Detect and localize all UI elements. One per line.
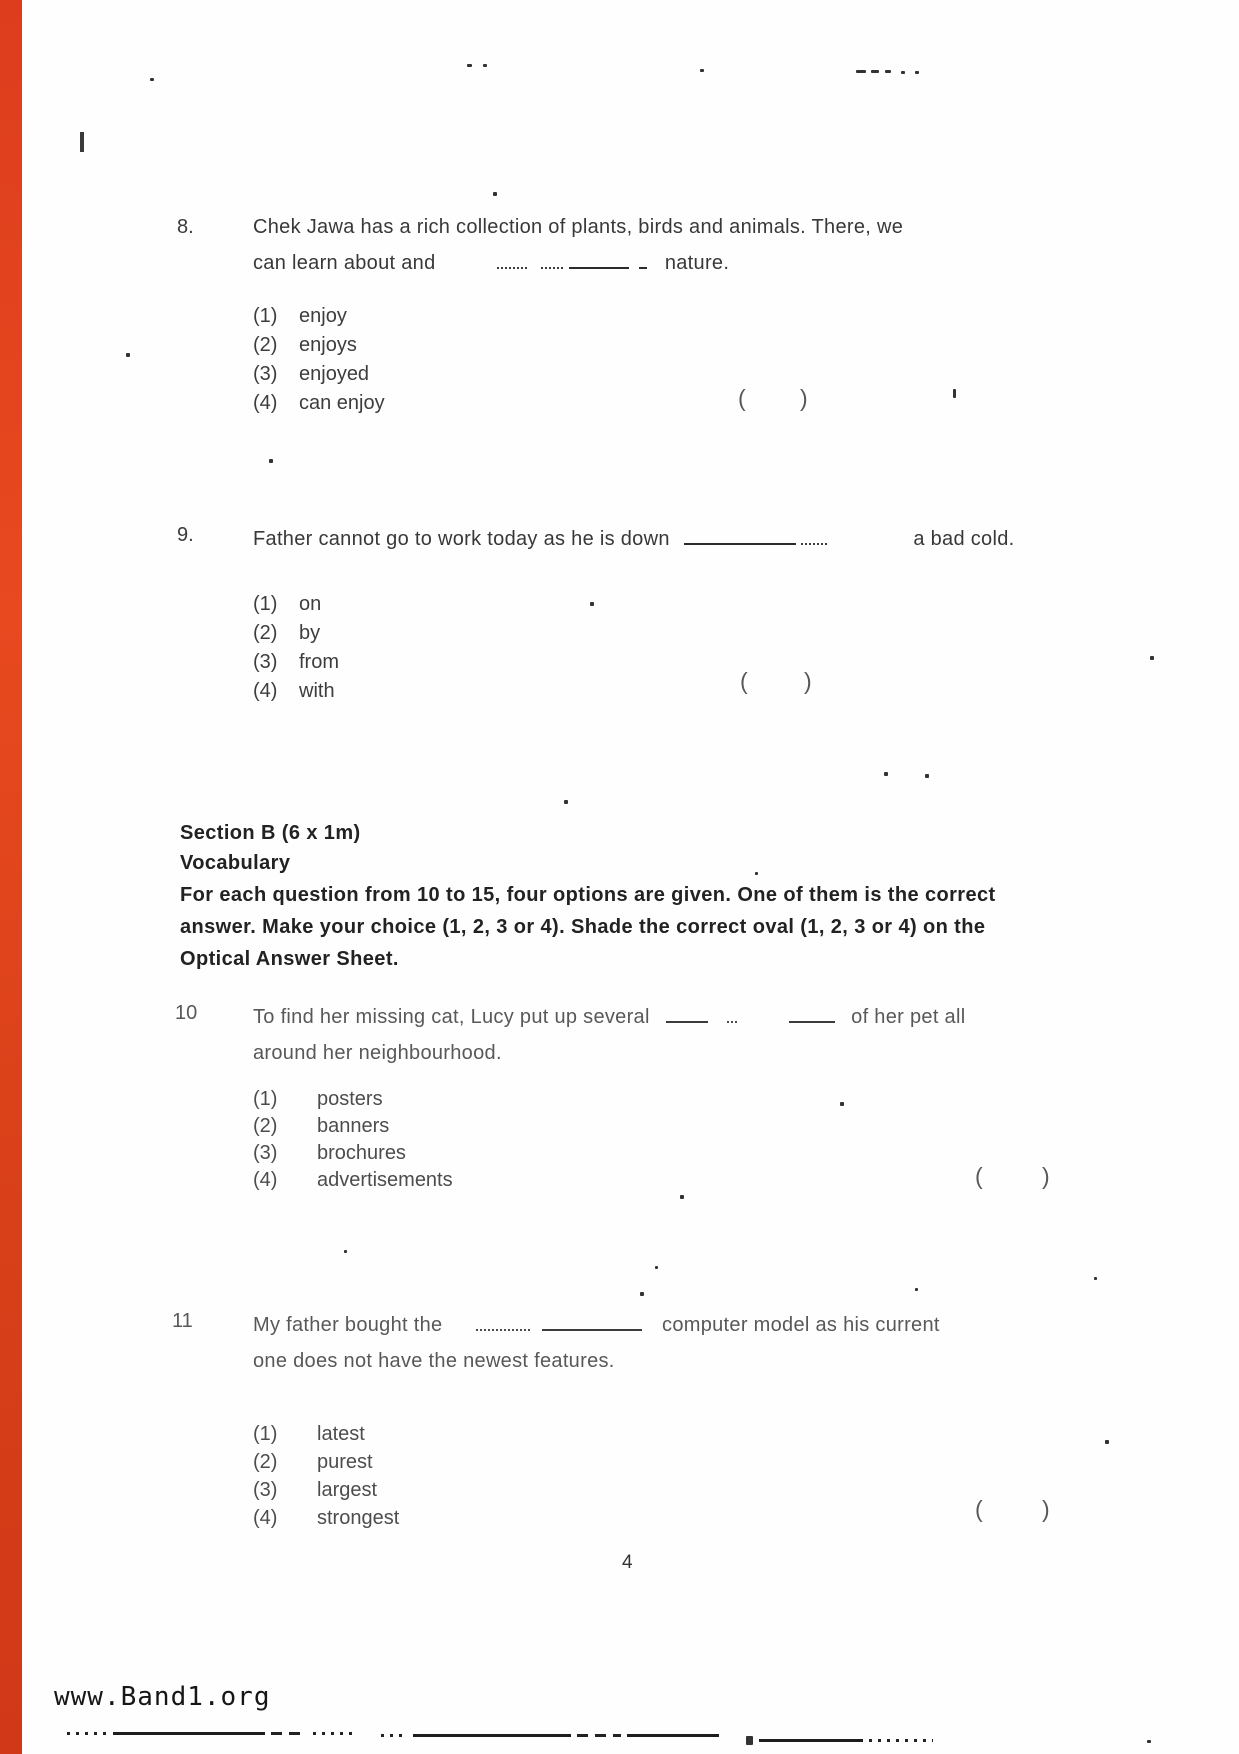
option-row [253, 1167, 453, 1194]
scan-line [67, 1732, 355, 1735]
scan-speck [885, 70, 891, 73]
scan-speck [590, 602, 594, 606]
scan-speck [856, 70, 866, 73]
scan-line [746, 1736, 933, 1745]
scan-speck [680, 1195, 684, 1199]
option-label: (2) [253, 622, 278, 644]
question-11-number: 11 [172, 1310, 193, 1332]
question-9-line-pre: Father cannot go to work today as he is down [253, 528, 670, 550]
option-row [253, 1420, 399, 1448]
option-text: enjoyed [299, 363, 370, 385]
scan-speck [901, 71, 905, 74]
question-9-line [253, 524, 1015, 551]
answer-blank [541, 248, 563, 269]
option-text: banners [317, 1115, 390, 1137]
option-text: on [299, 593, 322, 615]
scan-speck [564, 800, 568, 804]
answer-blank [476, 1310, 530, 1331]
scan-speck [150, 78, 154, 81]
option-row [253, 619, 339, 648]
question-11-options [253, 1420, 399, 1532]
option-text: enjoys [299, 334, 357, 356]
option-text: latest [317, 1423, 365, 1445]
question-11-line2: one does not have the newest features. [253, 1350, 615, 1372]
option-label: (2) [253, 1115, 278, 1137]
scan-speck [915, 71, 919, 74]
answer-blank [684, 524, 796, 545]
option-row [253, 360, 385, 389]
option-label: (3) [253, 363, 278, 385]
option-row [253, 302, 385, 331]
scan-speck [655, 1266, 658, 1269]
scan-speck [1105, 1440, 1109, 1444]
section-b-title: Section B (6 x 1m) [180, 822, 361, 844]
section-b-instructions-line2: answer. Make your choice (1, 2, 3 or 4). Shade the correct oval (1, 2, 3 or 4) on the [180, 916, 986, 938]
option-label: (1) [253, 305, 278, 327]
option-row [253, 389, 385, 418]
question-8-line2-post: nature. [664, 252, 730, 274]
answer-bracket-open: ( [975, 1163, 983, 1189]
answer-blank [666, 1002, 708, 1023]
option-label: (2) [253, 334, 278, 356]
scan-speck [953, 389, 956, 398]
section-b-subtitle: Vocabulary [180, 852, 291, 874]
question-8-line2 [253, 248, 729, 275]
question-8-options [253, 302, 385, 418]
option-label: (1) [253, 1423, 278, 1445]
option-row [253, 1476, 399, 1504]
scan-speck [640, 1292, 644, 1296]
option-label: (4) [253, 680, 278, 702]
option-row [253, 1504, 399, 1532]
scan-speck [1150, 656, 1154, 660]
scan-speck [483, 64, 487, 67]
option-row [253, 590, 339, 619]
answer-blank [497, 248, 527, 269]
question-10-number: 10 [175, 1002, 198, 1024]
scan-speck [269, 459, 273, 463]
option-row [253, 331, 385, 360]
option-row [253, 1448, 399, 1476]
answer-blank [639, 248, 647, 269]
option-text: can enjoy [299, 392, 385, 414]
answer-blank [789, 1002, 835, 1023]
option-text: by [299, 622, 321, 644]
scan-speck [1094, 1277, 1097, 1280]
question-8-line2-pre: can learn about and [253, 252, 436, 274]
page-number: 4 [622, 1552, 633, 1573]
option-row [253, 677, 339, 706]
answer-bracket-open: ( [975, 1496, 983, 1522]
question-10-line1-pre: To find her missing cat, Lucy put up several [253, 1006, 650, 1028]
question-10-line2: around her neighbourhood. [253, 1042, 502, 1064]
option-label: (1) [253, 593, 278, 615]
scan-line [381, 1734, 719, 1737]
option-text: strongest [317, 1507, 400, 1529]
scan-speck [884, 772, 888, 776]
question-9-number: 9. [177, 524, 194, 546]
question-10-line1-post: of her pet all [851, 1006, 966, 1028]
option-label: (4) [253, 392, 278, 414]
scan-speck [126, 353, 130, 357]
scan-speck [915, 1288, 918, 1291]
question-10-line1 [253, 1002, 965, 1029]
option-text: enjoy [299, 305, 347, 327]
answer-blank [801, 524, 827, 545]
scan-speck [925, 774, 929, 778]
answer-bracket-open: ( [740, 668, 748, 694]
option-text: brochures [317, 1142, 406, 1164]
answer-blank [542, 1310, 642, 1331]
scan-speck [344, 1250, 347, 1253]
answer-blank [727, 1002, 737, 1023]
option-row [253, 1113, 453, 1140]
scan-speck [467, 64, 472, 67]
scan-speck [840, 1102, 844, 1106]
scan-mark [80, 132, 84, 152]
option-label: (1) [253, 1088, 278, 1110]
question-9-line-post: a bad cold. [913, 528, 1015, 550]
option-text: with [299, 680, 335, 702]
question-11-line1-post: computer model as his current [662, 1314, 940, 1336]
option-label: (3) [253, 1142, 278, 1164]
question-8-number: 8. [177, 216, 194, 238]
scan-speck [493, 192, 497, 196]
option-text: from [299, 651, 339, 673]
option-label: (2) [253, 1451, 278, 1473]
scan-speck [755, 872, 758, 875]
scan-speck [1147, 1740, 1151, 1743]
answer-bracket-close: ) [804, 668, 812, 694]
scan-speck [871, 70, 879, 73]
answer-blank [569, 248, 629, 269]
watermark-url: www.Band1.org [54, 1682, 271, 1712]
answer-bracket-close: ) [800, 385, 808, 411]
section-b-instructions-line3: Optical Answer Sheet. [180, 948, 399, 970]
option-row [253, 648, 339, 677]
option-text: posters [317, 1088, 383, 1110]
option-row [253, 1086, 453, 1113]
option-text: purest [317, 1451, 373, 1473]
section-b-instructions-line1: For each question from 10 to 15, four options are given. One of them is the correct [180, 884, 996, 906]
question-10-options [253, 1086, 453, 1194]
option-row [253, 1140, 453, 1167]
scan-edge-red-bar [0, 0, 22, 1754]
answer-bracket-close: ) [1042, 1496, 1050, 1522]
option-label: (3) [253, 651, 278, 673]
option-text: largest [317, 1479, 378, 1501]
question-11-line1 [253, 1310, 940, 1337]
question-8-line1: Chek Jawa has a rich collection of plants, birds and animals. There, we [253, 216, 904, 238]
scan-speck [700, 69, 704, 72]
option-label: (4) [253, 1169, 278, 1191]
question-11-line1-pre: My father bought the [253, 1314, 443, 1336]
answer-bracket-close: ) [1042, 1163, 1050, 1189]
answer-bracket-open: ( [738, 385, 746, 411]
option-text: advertisements [317, 1169, 453, 1191]
option-label: (4) [253, 1507, 278, 1529]
option-label: (3) [253, 1479, 278, 1501]
question-9-options [253, 590, 339, 706]
